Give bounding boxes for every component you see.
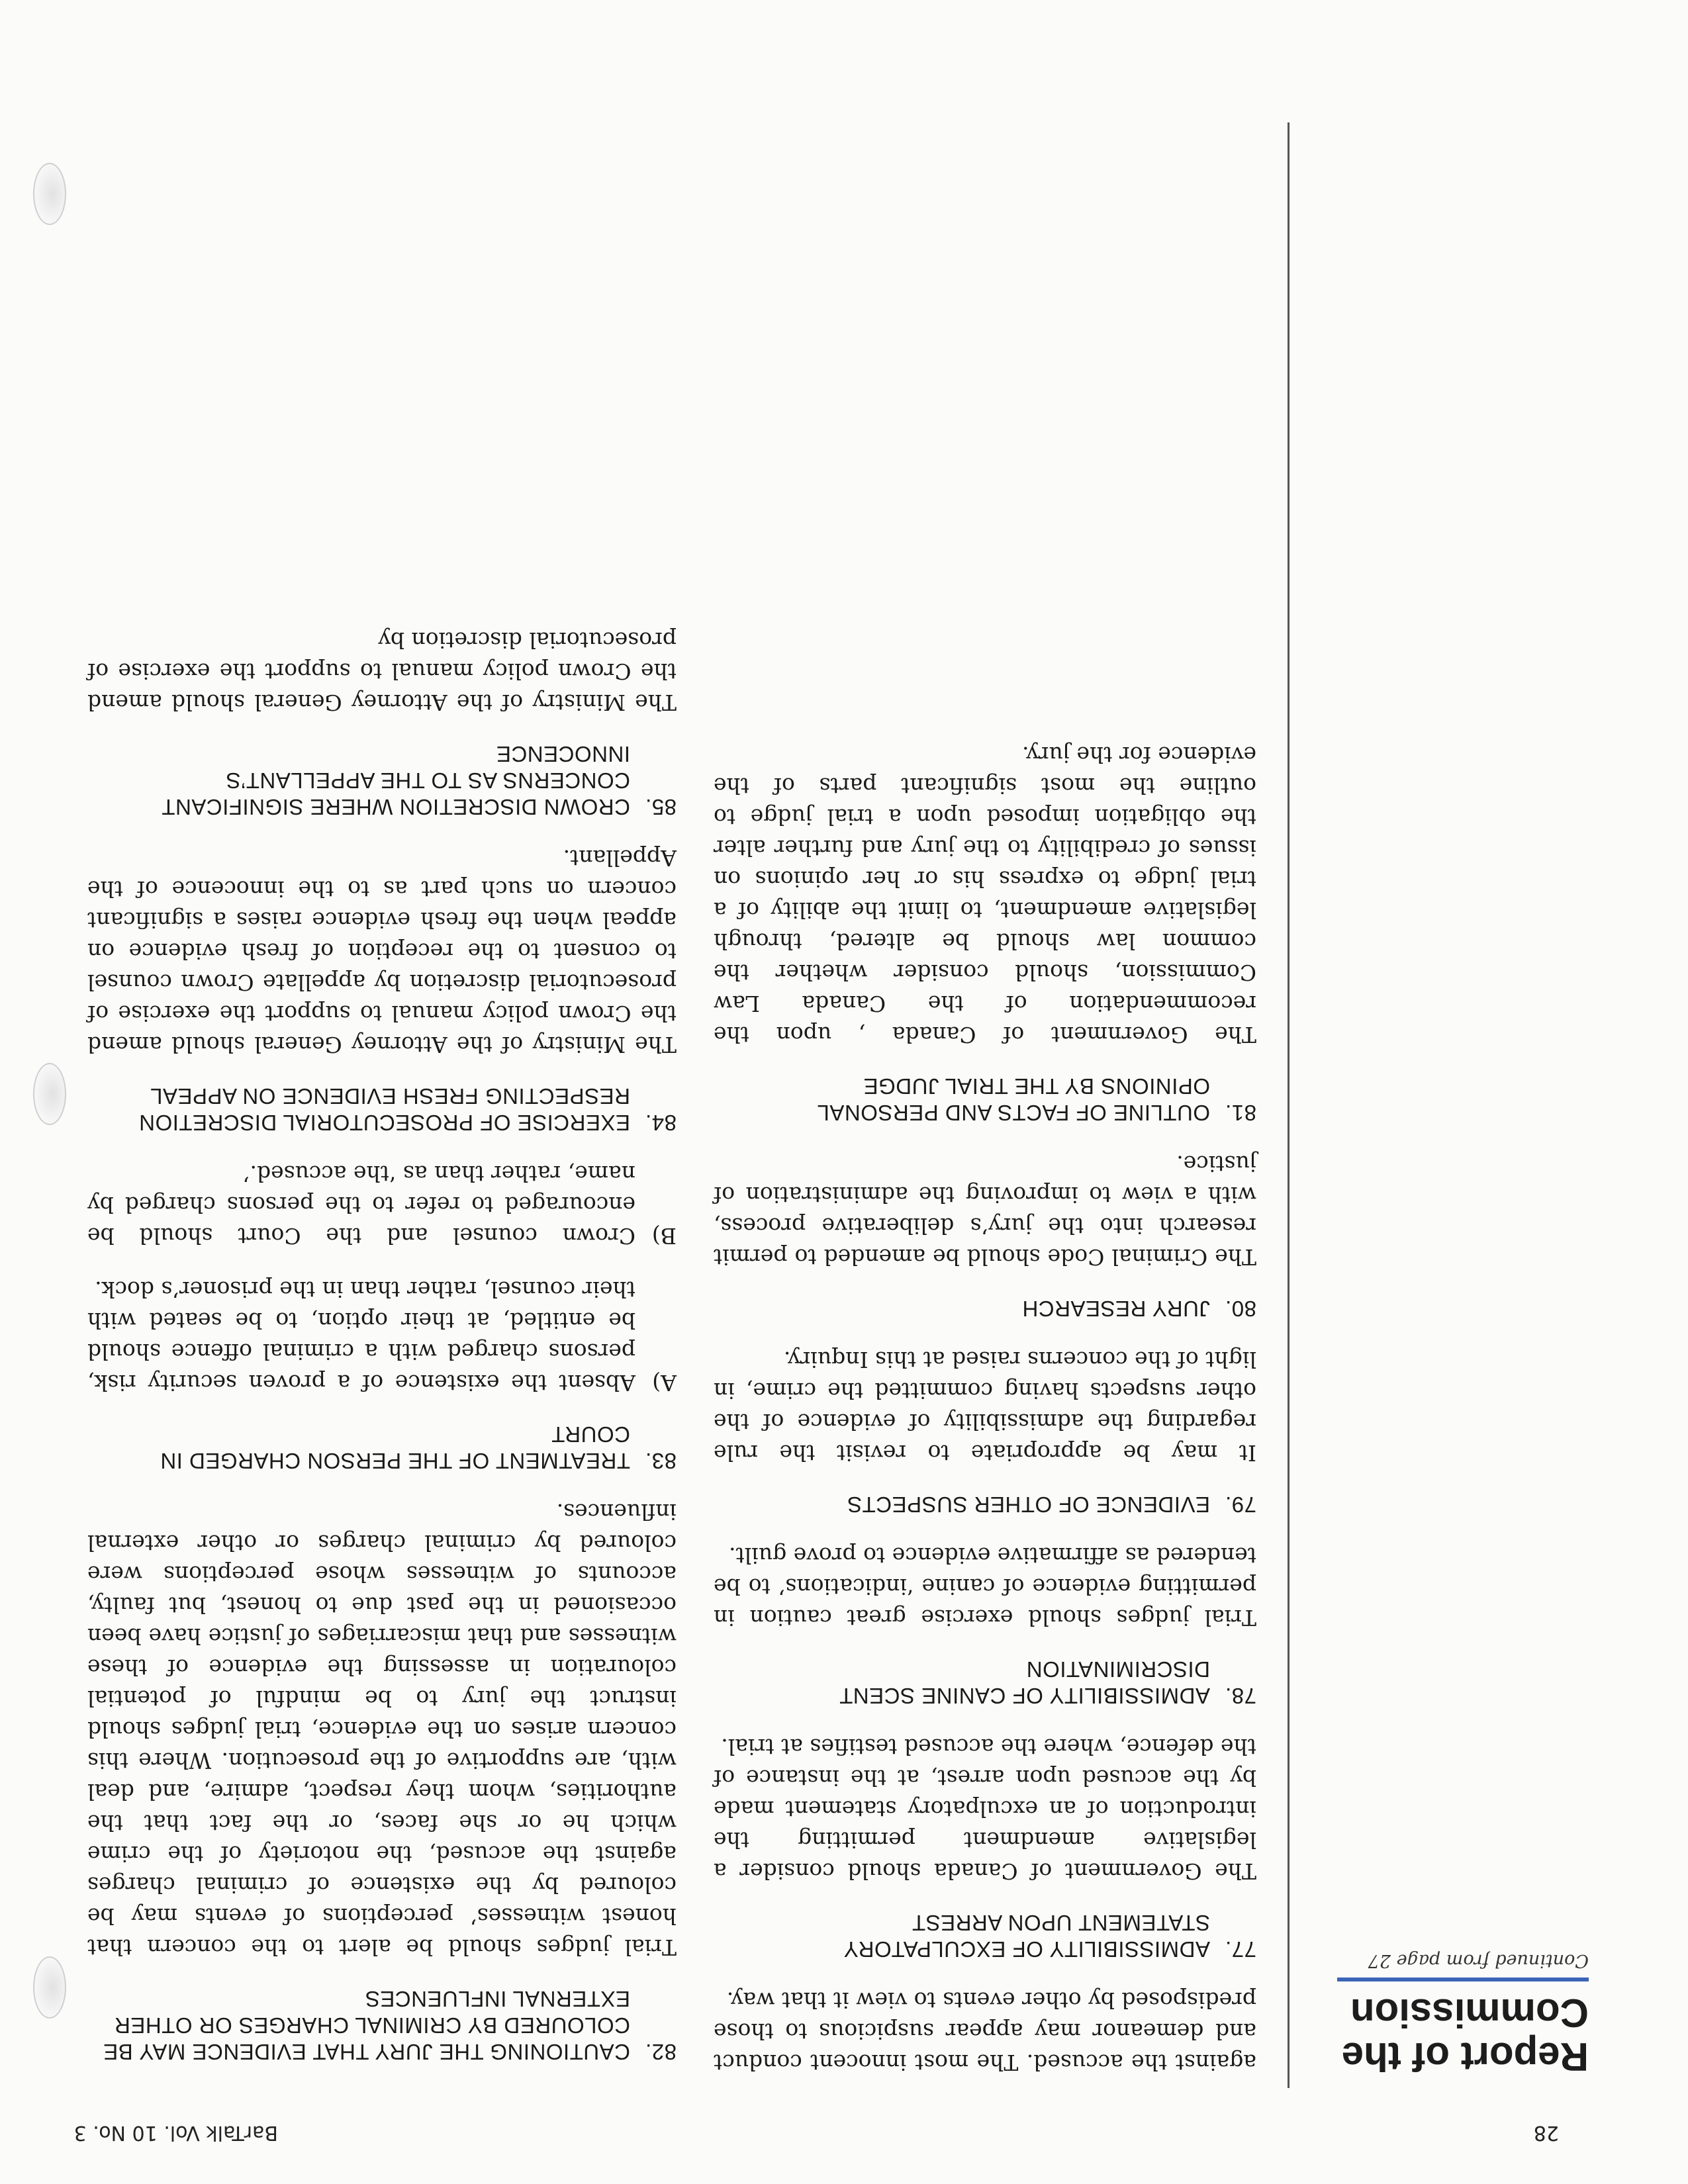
heading-text: OUTLINE OF FACTS AND PERSONAL OPINIONS BY THE TRIAL JUDGE (818, 1074, 1210, 1125)
paragraph-81: The Government of Canada , upon the recommendation of the Canada Law Commission, should consider whether the common law should be altered, through legislative amendment, to limit the ability of a trial judge to express his or her opinions on issues of credibility to the jury and further alter the obligation imposed upon a trial judge to outline the most significant parts of the evidence for the jury. (714, 742, 1256, 1048)
paragraph-80: The Criminal Code should be amended to permit research into the jury’s deliberative process, with a view to improving the administration of justice. (714, 1151, 1256, 1270)
binder-hole-top (33, 1956, 66, 2019)
paragraph-83b: Crown counsel and the Court should be encouraged to refer to the persons charged by name, rather than as ‘the accused.’ (87, 1161, 635, 1249)
page-header (0, 2105, 1688, 2144)
paragraph-84: The Ministry of the Attorney General should amend the Crown policy manual to support the exercise of prosecutorial discretion by appellate Crown counsel to consent to the reception of fresh evidence on appeal when the fresh evidence raises a significant concern on such part as to the innocence of the Appellant. (87, 845, 677, 1058)
heading-text: CAUTIONING THE JURY THAT EVIDENCE MAY BE COLOURED BY CRIMINAL CHARGES OR OTHER EXTERNAL INFLUENCES (103, 1987, 630, 2064)
left-column (714, 717, 1256, 2078)
heading-number: 83. (645, 1449, 677, 1473)
paragraph-83a: Absent the existence of a proven security risk, persons charged with a criminal offence should be entitled, at their option, to be seated with their counsel, rather than in the prisoner’s dock. (87, 1277, 635, 1396)
heading-number: 78. (1225, 1684, 1256, 1708)
heading-number: 82. (645, 2040, 677, 2064)
item-label: B) (651, 1223, 677, 1249)
heading-78 (714, 1656, 1256, 1709)
heading-79 (714, 1491, 1256, 1518)
heading-85 (87, 741, 677, 820)
title-underline (1337, 1978, 1589, 1981)
heading-number: 84. (645, 1111, 677, 1135)
heading-80 (714, 1295, 1256, 1322)
heading-number: 85. (645, 795, 677, 819)
heading-83 (87, 1421, 677, 1474)
sidebar (1311, 1950, 1589, 2078)
heading-text: EVIDENCE OF OTHER SUSPECTS (847, 1492, 1210, 1517)
section-title-line1: Report of the (1341, 2034, 1589, 2079)
heading-82 (87, 1985, 677, 2065)
heading-77 (714, 1909, 1256, 1962)
heading-text: JURY RESEARCH (1021, 1297, 1210, 1321)
list-item-83a (87, 1274, 677, 1398)
intro-paragraph: against the accused. The most innocent conduct and demeanor may appear suspicious to those predisposed by other events to view it that way. (714, 1987, 1256, 2075)
heading-84 (87, 1083, 677, 1136)
list-item-83b (87, 1158, 677, 1251)
heading-text: ADMISSIBILITY OF EXCULPATORY STATEMENT UPON ARREST (843, 1911, 1210, 1962)
paragraph-77: The Government of Canada should consider a legislative amendment permitting the introduction of an exculpatory statement made by the accused upon arrest, at the instance of the defence, where the accused testifies at trial. (714, 1734, 1256, 1884)
binder-hole-middle (33, 1063, 66, 1125)
heading-text: EXERCISE OF PROSECUTORIAL DISCRETION RESPECTING FRESH EVIDENCE ON APPEAL (138, 1084, 630, 1135)
heading-number: 79. (1225, 1492, 1256, 1517)
binder-hole-bottom (33, 163, 66, 225)
section-title-line2: Commission (1350, 1991, 1589, 2035)
page-number: 28 (1533, 2121, 1559, 2144)
paragraph-82: Trial judges should be alert to the concern that honest witnesses’ perceptions of events may be coloured by the existence of criminal charges against the accused, the notoriety of the crime which he or she faces, or the fact that the authorities, whom they respect, admire, and deal with, are supportive of the prosecution. Where this concern arises on the evidence, trial judges should instruct the jury to be mindful of potential colouration in assessing the evidence of these witnesses and that miscarriages of justice have been occasioned in the past due to honest, but faulty, accounts of witnesses whose perceptions were coloured by criminal charges or other external influences. (87, 1499, 677, 1960)
continued-note: Continued from page 27 (1368, 1950, 1589, 1971)
paragraph-79: It may be appropriate to revisit the rule regarding the admissibility of evidence of the other suspects having committed the crime, in light of the concerns raised at this Inquiry. (714, 1347, 1256, 1466)
paragraph-78: Trial judges should exercise great caution in permitting evidence of canine ‘indications’ to be tendered as affirmative evidence to prove guilt. (714, 1543, 1256, 1631)
heading-text: CROWN DISCRETION WHERE SIGNIFICANT CONCERNS AS TO THE APPELLANT’S INNOCENCE (162, 742, 630, 819)
heading-number: 81. (1225, 1101, 1256, 1125)
issue-label: BarTalk Vol. 10 No. 3 (73, 2121, 278, 2144)
paragraph-85: The Ministry of the Attorney General should amend the Crown policy manual to support the exercise of prosecutorial discretion by (87, 627, 677, 715)
item-label: A) (652, 1370, 677, 1396)
heading-number: 80. (1225, 1297, 1256, 1321)
heading-81 (714, 1073, 1256, 1126)
column-rule (1288, 122, 1289, 2088)
right-column (87, 602, 677, 2078)
heading-number: 77. (1225, 1937, 1256, 1962)
heading-text: ADMISSIBILITY OF CANINE SCENT DISCRIMINATION (839, 1657, 1210, 1708)
heading-text: TREATMENT OF THE PERSON CHARGED IN COURT (160, 1422, 630, 1473)
